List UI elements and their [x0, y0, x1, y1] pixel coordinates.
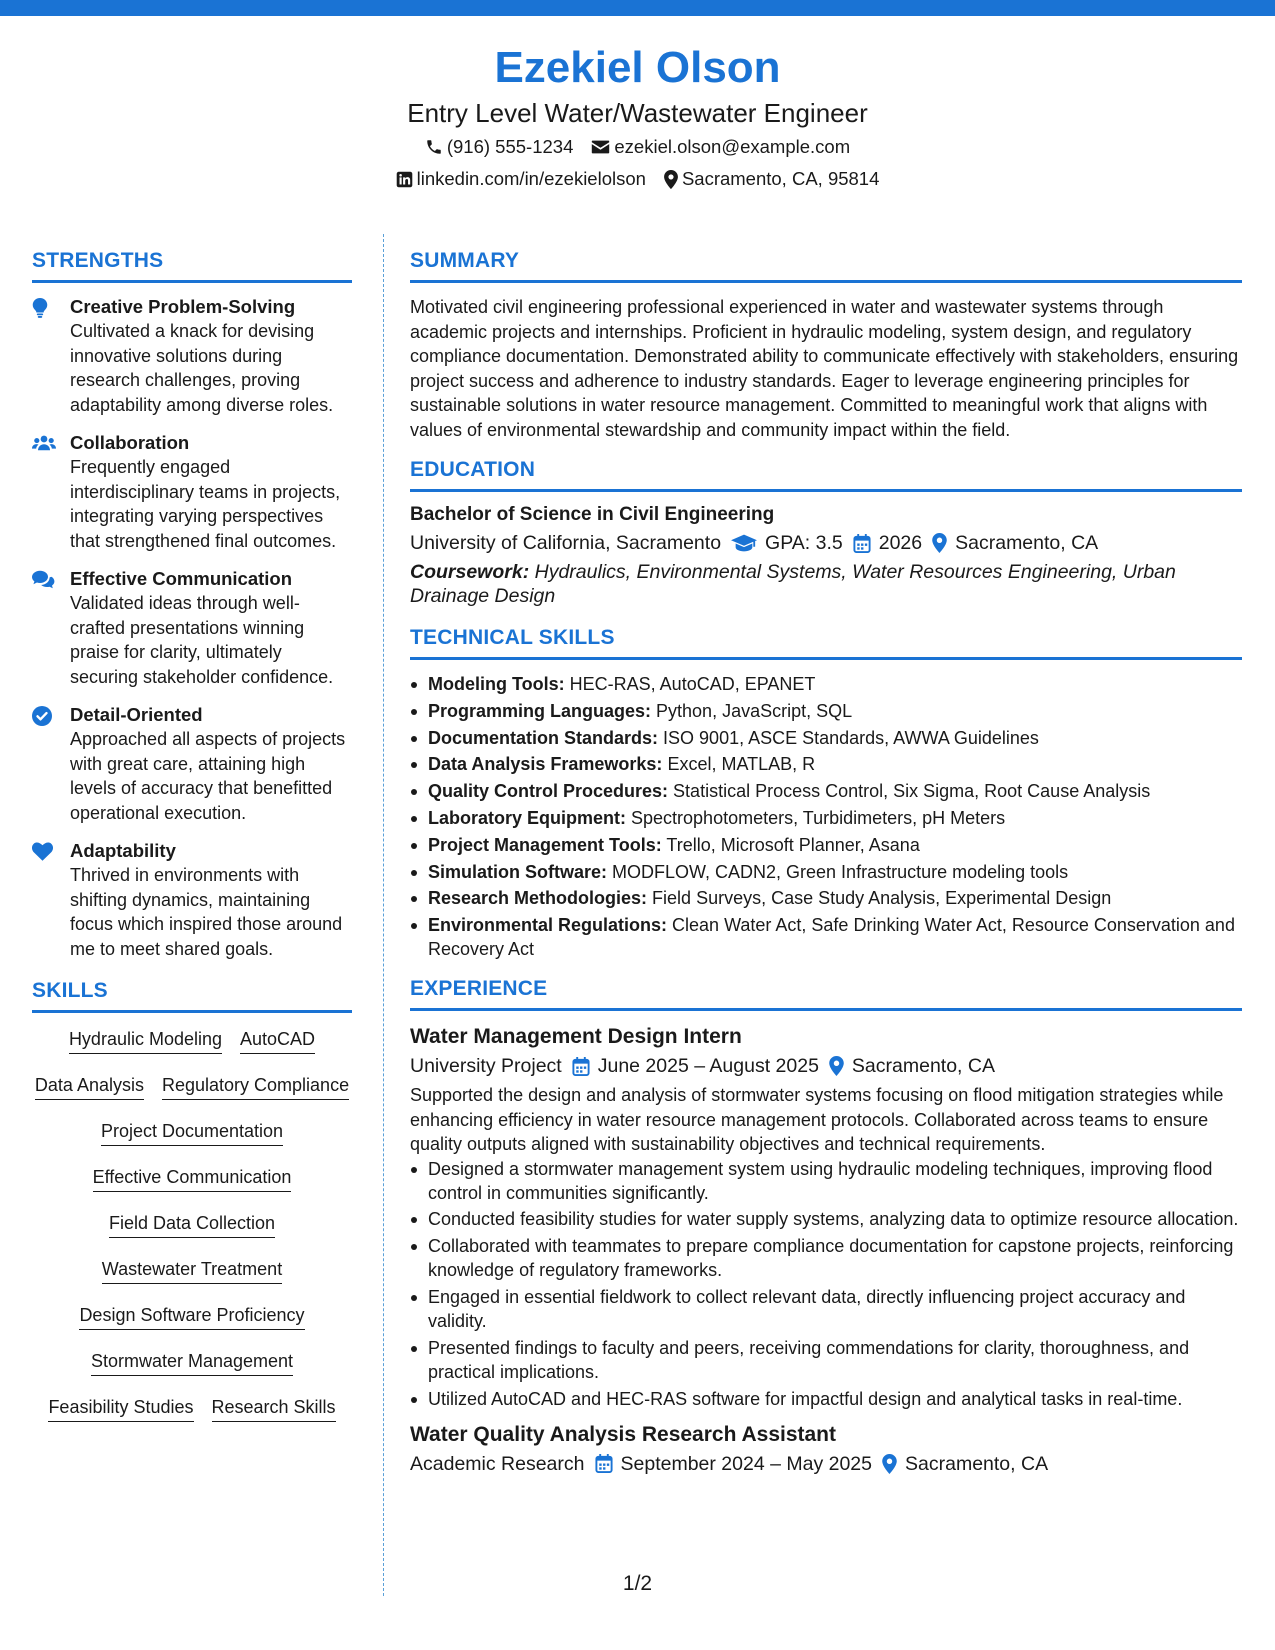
calendar-icon — [572, 1057, 590, 1076]
education-location: Sacramento, CA — [955, 532, 1099, 554]
skill-tag: Project Documentation — [101, 1119, 283, 1146]
tech-skill-value: Spectrophotometers, Turbidimeters, pH Meters — [626, 807, 1006, 828]
tech-skill-value: Excel, MATLAB, R — [662, 754, 816, 775]
resume-header — [0, 40, 1275, 194]
job-org: Academic Research — [410, 1452, 585, 1475]
column-divider — [383, 234, 384, 1596]
left-column — [32, 247, 352, 1422]
skill-tag: Effective Communication — [93, 1165, 292, 1192]
strength-item — [32, 295, 352, 417]
education-heading: EDUCATION — [410, 456, 1242, 492]
tech-skill-label: Simulation Software: — [428, 861, 608, 882]
strength-title: Creative Problem-Solving — [70, 296, 296, 317]
coursework-label: Coursework: — [410, 561, 530, 583]
strength-item — [32, 431, 352, 553]
skill-tag: Research Skills — [212, 1395, 336, 1422]
summary-heading: SUMMARY — [410, 247, 1242, 283]
skill-tag: Wastewater Treatment — [102, 1257, 282, 1284]
tech-skill-label: Documentation Standards: — [428, 727, 659, 748]
job-meta — [410, 1449, 1242, 1479]
job-summary: Supported the design and analysis of stormwater systems focusing on flood mitigation strategies while enhancing efficiency in water resource management protocols. Collaborated across teams to ensure quality outputs aligned with sustainability objectives and technical requirements. — [410, 1085, 1224, 1155]
list-item — [410, 752, 1242, 776]
tech-skill-value: ISO 9001, ASCE Standards, AWWA Guidelines — [658, 727, 1039, 748]
strength-title: Adaptability — [70, 840, 176, 861]
map-marker-icon — [932, 533, 947, 553]
check-circle-icon — [32, 706, 52, 726]
job-title: Water Quality Analysis Research Assistant — [410, 1422, 836, 1446]
skills-list — [32, 1025, 352, 1422]
list-item: Collaborated with teammates to prepare compliance documentation for capstone projects, reinforcing knowledge of regulatory frameworks. — [410, 1234, 1242, 1282]
heart-icon — [32, 842, 53, 861]
strength-title: Collaboration — [70, 432, 190, 453]
tech-skill-label: Laboratory Equipment: — [428, 807, 627, 828]
experience-heading: EXPERIENCE — [410, 975, 1242, 1011]
strengths-heading: STRENGTHS — [32, 247, 352, 283]
tech-skill-label: Project Management Tools: — [428, 834, 662, 855]
tech-skill-value: Clean Water Act, Safe Drinking Water Act, Resource Conservation and Recovery Act — [428, 915, 1235, 960]
tech-skill-value: Statistical Process Control, Six Sigma, Root Cause Analysis — [668, 781, 1151, 802]
tech-skill-value: Python, JavaScript, SQL — [651, 700, 853, 721]
technical-skills-list — [410, 672, 1242, 961]
job-org: University Project — [410, 1055, 562, 1078]
job-meta — [410, 1051, 1242, 1081]
skill-tag: Regulatory Compliance — [162, 1073, 349, 1100]
linkedin-icon — [396, 171, 413, 188]
degree-title: Bachelor of Science in Civil Engineering — [410, 504, 775, 525]
job-dates: September 2024 – May 2025 — [620, 1452, 873, 1475]
tech-skill-label: Programming Languages: — [428, 700, 652, 721]
coursework-list: Hydraulics, Environmental Systems, Water Resources Engineering, Urban Drainage Design — [410, 561, 1176, 607]
phone-icon — [425, 138, 443, 156]
comments-icon — [32, 570, 56, 589]
list-item — [410, 806, 1242, 830]
strength-description: Thrived in environments with shifting dynamics, maintaining focus which inspired those around me to meet shared goals. — [70, 865, 343, 959]
list-item — [410, 726, 1242, 750]
calendar-icon — [595, 1454, 613, 1473]
skill-tag: Feasibility Studies — [48, 1395, 193, 1422]
strength-description: Validated ideas through well-crafted presentations winning praise for clarity, ultimately securing stakeholder confidence. — [70, 593, 334, 687]
tech-skill-value: Field Surveys, Case Study Analysis, Experimental Design — [647, 888, 1112, 909]
skill-tag: Field Data Collection — [109, 1211, 275, 1238]
list-item — [410, 672, 1242, 696]
education-meta — [410, 528, 1242, 558]
map-marker-icon — [664, 170, 678, 189]
list-item — [410, 779, 1242, 803]
experience-entry — [410, 1421, 1242, 1479]
candidate-title: Entry Level Water/Wastewater Engineer — [407, 98, 868, 128]
summary-text: Motivated civil engineering professional experienced in water and wastewater systems through academic projects and internships. Proficient in hydraulic modeling, system design, and regulatory compliance documentation. Demonstrated ability to communicate effectively with stakeholders, ensuring project success and adherence to industry standards. Eager to leverage engineering principles for sustainable solutions in water resource management. Committed to meaningful work that aligns with values of environmental stewardship and community impact within the field. — [410, 297, 1239, 440]
envelope-icon — [591, 139, 610, 155]
tech-skill-label: Modeling Tools: — [428, 674, 565, 694]
job-dates: June 2025 – August 2025 — [597, 1055, 819, 1078]
job-location: Sacramento, CA — [905, 1452, 1049, 1475]
strength-item — [32, 839, 352, 961]
job-location: Sacramento, CA — [851, 1055, 995, 1078]
strength-title: Effective Communication — [70, 568, 293, 589]
users-icon — [32, 434, 56, 452]
list-item: Designed a stormwater management system using hydraulic modeling techniques, improving flood control in communities significantly. — [410, 1157, 1242, 1205]
tech-skill-label: Data Analysis Frameworks: — [428, 754, 663, 775]
list-item — [410, 833, 1242, 857]
map-marker-icon — [882, 1454, 897, 1474]
strength-item — [32, 703, 352, 825]
phone-text: (916) 555-1234 — [446, 136, 574, 157]
top-accent-bar — [0, 0, 1275, 16]
map-marker-icon — [829, 1056, 844, 1076]
job-bullets — [410, 1157, 1242, 1411]
location-text: Sacramento, CA, 95814 — [681, 168, 880, 189]
tech-skill-label: Quality Control Procedures: — [428, 781, 669, 802]
lightbulb-icon — [32, 298, 48, 318]
tech-skill-label: Research Methodologies: — [428, 888, 648, 909]
tech-skill-label: Environmental Regulations: — [428, 915, 668, 936]
list-item: Conducted feasibility studies for water supply systems, analyzing data to optimize resource allocation. — [410, 1207, 1242, 1231]
list-item — [410, 699, 1242, 723]
candidate-name: Ezekiel Olson — [494, 43, 781, 92]
skill-tag: Hydraulic Modeling — [69, 1027, 222, 1054]
strength-description: Cultivated a knack for devising innovative solutions during research challenges, proving adaptability among diverse roles. — [70, 321, 334, 415]
list-item: Utilized AutoCAD and HEC-RAS software for impactful design and analytical tasks in real-time. — [410, 1387, 1242, 1411]
tech-skill-value: HEC-RAS, AutoCAD, EPANET — [564, 674, 816, 694]
graduation-year: 2026 — [878, 532, 923, 554]
contact-row-1 — [0, 132, 1275, 162]
skill-tag: Data Analysis — [35, 1073, 144, 1100]
tech-skill-value: MODFLOW, CADN2, Green Infrastructure modeling tools — [607, 861, 1069, 882]
experience-entry — [410, 1023, 1242, 1410]
contact-phone — [425, 132, 574, 162]
strength-item — [32, 567, 352, 689]
school-name: University of California, Sacramento — [410, 532, 722, 554]
strength-description: Frequently engaged interdisciplinary teams in projects, integrating varying perspectives that strengthened final outcomes. — [70, 457, 341, 551]
skill-tag: Design Software Proficiency — [79, 1303, 304, 1330]
tech-skill-value: Trello, Microsoft Planner, Asana — [661, 834, 920, 855]
contact-linkedin[interactable] — [396, 164, 646, 194]
skill-tag: AutoCAD — [240, 1027, 315, 1054]
list-item — [410, 886, 1242, 910]
contact-location — [664, 164, 879, 194]
strength-description: Approached all aspects of projects with great care, attaining high levels of accuracy that benefitted operational execution. — [70, 729, 346, 823]
list-item: Engaged in essential fieldwork to collect relevant data, directly influencing project accuracy and validity. — [410, 1285, 1242, 1333]
graduation-cap-icon — [731, 534, 757, 552]
page-number: 1/2 — [622, 1572, 653, 1595]
linkedin-text[interactable]: linkedin.com/in/ezekielolson — [416, 168, 646, 189]
skills-heading: SKILLS — [32, 977, 352, 1013]
strength-title: Detail-Oriented — [70, 704, 203, 725]
list-item: Presented findings to faculty and peers, receiving commendations for clarity, thoroughness, and practical implications. — [410, 1336, 1242, 1384]
technical-skills-heading: TECHNICAL SKILLS — [410, 624, 1242, 660]
gpa-text: GPA: 3.5 — [765, 532, 843, 554]
email-text[interactable]: ezekiel.olson@example.com — [614, 136, 851, 157]
list-item — [410, 860, 1242, 884]
calendar-icon — [853, 534, 871, 553]
right-column — [410, 247, 1242, 1479]
contact-row-2 — [0, 164, 1275, 194]
job-title: Water Management Design Intern — [410, 1025, 742, 1049]
contact-email[interactable] — [591, 132, 850, 162]
list-item — [410, 913, 1242, 961]
coursework — [410, 560, 1242, 608]
skill-tag: Stormwater Management — [91, 1349, 293, 1376]
